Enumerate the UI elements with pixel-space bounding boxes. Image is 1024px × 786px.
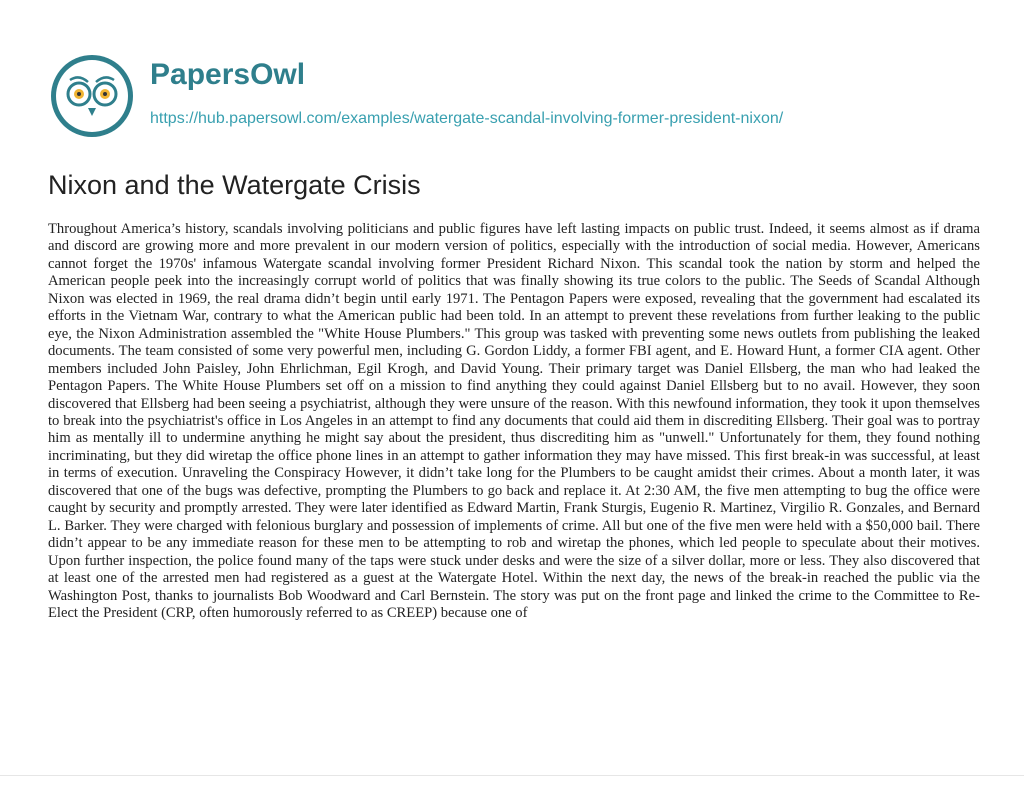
owl-logo-icon[interactable]	[48, 52, 136, 140]
brand-name[interactable]: PapersOwl	[150, 58, 306, 91]
source-url-link[interactable]: https://hub.papersowl.com/examples/watergate-scandal-involving-former-president-nixon/	[150, 110, 784, 127]
brand-block	[150, 58, 784, 128]
essay-body: Throughout America’s history, scandals involving politicians and public figures have left lasting impacts on public trust. Indeed, it seems almost as if drama and discord are growing more and more prevalent in our modern version of politics, especially with the introduction of social media. However, Americans cannot forget the 1970s' infamous Watergate scandal involving former President Richard Nixon. This scandal took the nation by storm and helped the American people peek into the increasingly corrupt world of politics that was finally showing its true colors to the public. The Seeds of Scandal Although Nixon was elected in 1969, the real drama didn’t begin until early 1971. The Pentagon Papers were exposed, revealing that the government had escalated its efforts in the Vietnam War, contrary to what the American public had been told. In an attempt to prevent these revelations from further leaking to the public eye, the Nixon Administration assembled the "White House Plumbers." This group was tasked with preventing some news outlets from publishing the leaked documents. The team consisted of some very powerful men, including G. Gordon Liddy, a former FBI agent, and E. Howard Hunt, a former CIA agent. Other members included John Paisley, John Ehrlichman, Egil Krogh, and David Young. Their primary target was Daniel Ellsberg, the man who had leaked the Pentagon Papers. The White House Plumbers set off on a mission to find anything they could against Daniel Ellsberg but to no avail. However, they soon discovered that Ellsberg had been seeing a psychiatrist, although they were unsure of the reason. With this newfound information, they took it upon themselves to break into the psychiatrist's office in Los Angeles in an attempt to find any documents that could aid them in discrediting Ellsberg. Their goal was to portray him as mentally ill to undermine anything he might say about the president, thus discrediting him as "unwell." Unfortunately for them, they found nothing incriminating, but they did wiretap the office phone lines in an attempt to gather information they may have missed. This first break-in was successful, at least in terms of execution. Unraveling the Conspiracy However, it didn’t take long for the Plumbers to be caught amidst their crimes. About a month later, it was discovered that one of the bugs was defective, prompting the Plumbers to go back and replace it. At 2:30 AM, the five men attempting to bug the office were caught by security and promptly arrested. They were later identified as Edward Martin, Frank Sturgis, Eugenio R. Martinez, Virgilio R. Gonzales, and Bernard L. Barker. They were charged with felonious burglary and possession of implements of crime. All but one of the five men were held with a $50,000 bail. There didn’t appear to be any immediate reason for these men to be attempting to rob and wiretap the phones, which led people to speculate about their motives. Upon further inspection, the police found many of the taps were stuck under desks and were the size of a silver dollar, more or less. They also discovered that at least one of the arrested men had registered as a guest at the Watergate Hotel. Within the next day, the news of the break-in reached the public via the Washington Post, thanks to journalists Bob Woodward and Carl Bernstein. The story was put on the front page and linked the crime to the Committee to Re-Elect the President (CRP, often humorously referred to as CREEP) because one of	[48, 221, 980, 621]
bottom-divider	[0, 775, 1024, 776]
document-title: Nixon and the Watergate Crisis	[48, 170, 421, 200]
site-header	[48, 52, 783, 140]
